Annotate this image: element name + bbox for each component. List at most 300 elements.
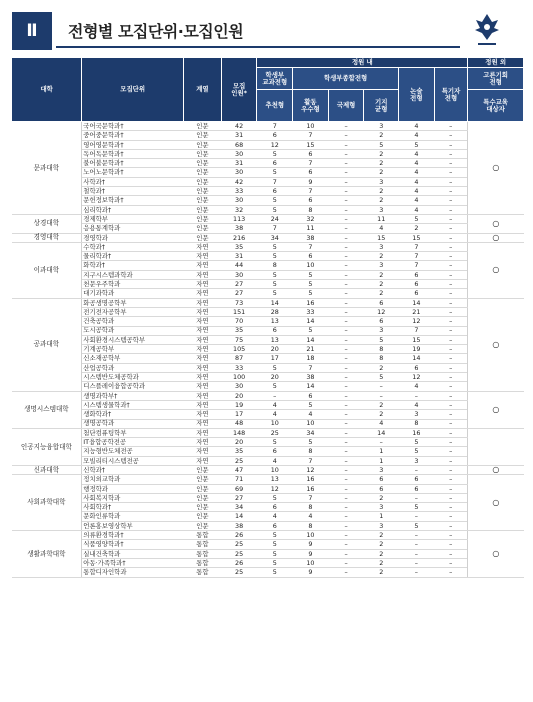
value-cell: – [434,568,468,577]
value-cell: 21 [399,307,435,316]
unit-cell: 영어영문학과† [82,140,184,149]
value-cell: 33 [293,307,329,316]
unit-cell: 화학과† [82,261,184,270]
value-cell: 4 [399,196,435,205]
value-cell: – [328,149,364,158]
unit-cell: 정치외교학과 [82,475,184,484]
value-cell: 자연 [184,373,222,382]
value-cell: – [434,149,468,158]
unit-cell: 사회복지학과 [82,493,184,502]
value-cell: – [434,214,468,223]
value-cell: 5 [257,531,293,540]
value-cell: 24 [257,214,293,223]
value-cell: 6 [399,270,435,279]
value-cell: 4 [293,512,329,521]
unit-cell: 생명과학부† [82,391,184,400]
value-cell: 30 [221,270,257,279]
value-cell: 8 [293,521,329,530]
value-cell: 14 [293,335,329,344]
value-cell: – [328,187,364,196]
table-row [12,317,524,326]
value-cell: 6 [293,168,329,177]
value-cell: – [328,540,364,549]
value-cell: 148 [221,428,257,437]
value-cell: 8 [364,345,399,354]
table-row [12,465,524,474]
value-cell: 7 [399,252,435,261]
value-cell: – [434,558,468,567]
value-cell: 20 [221,391,257,400]
value-cell: 18 [293,354,329,363]
value-cell: 2 [364,149,399,158]
value-cell: 4 [399,382,435,391]
unit-cell: 노어노문학과† [82,168,184,177]
value-cell: – [434,354,468,363]
value-cell: 16 [293,475,329,484]
value-cell: 10 [293,419,329,428]
college-cell: 인공지능융합대학 [12,428,82,465]
value-cell: 6 [257,131,293,140]
value-cell: 33 [221,363,257,372]
value-cell: 6 [293,149,329,158]
value-cell: 자연 [184,252,222,261]
unit-cell: 식품영양학과† [82,540,184,549]
table-row [12,159,524,168]
value-cell: 7 [257,177,293,186]
unit-cell: 수학과† [82,242,184,251]
value-cell: 인문 [184,140,222,149]
value-cell: – [434,187,468,196]
value-cell: 26 [221,558,257,567]
header-special-ed: 특수교육 대상자 [468,90,524,122]
header-student-record: 학생부 교과전형 [257,68,293,90]
value-cell: 2 [364,159,399,168]
out-quota-mark: ○ [468,465,524,474]
table-row [12,345,524,354]
value-cell: 30 [221,196,257,205]
value-cell: – [328,419,364,428]
value-cell: – [434,400,468,409]
value-cell: – [434,465,468,474]
value-cell: 42 [221,122,257,131]
value-cell: 31 [221,252,257,261]
value-cell: 70 [221,317,257,326]
value-cell: 38 [293,373,329,382]
table-row [12,289,524,298]
value-cell: – [434,270,468,279]
value-cell: 2 [364,493,399,502]
value-cell: – [328,493,364,502]
value-cell: 2 [364,168,399,177]
value-cell: 7 [293,242,329,251]
value-cell: 5 [364,140,399,149]
value-cell: 인문 [184,224,222,233]
value-cell: 14 [221,512,257,521]
value-cell: 인문 [184,122,222,131]
value-cell: 27 [221,280,257,289]
value-cell: 인문 [184,159,222,168]
value-cell: 3 [399,410,435,419]
value-cell: 6 [293,252,329,261]
value-cell: 16 [399,428,435,437]
value-cell: – [434,140,468,149]
value-cell: 5 [293,326,329,335]
value-cell: 자연 [184,391,222,400]
table-body [12,122,524,578]
value-cell: 42 [221,177,257,186]
value-cell: 자연 [184,410,222,419]
value-cell: – [364,438,399,447]
value-cell: – [328,512,364,521]
unit-cell: 모빌리티시스템전공 [82,456,184,465]
header-jisang: 기지 균형 [364,90,399,122]
value-cell: – [434,549,468,558]
unit-cell: 물리학과† [82,252,184,261]
unit-cell: 전기전자공학부 [82,307,184,316]
value-cell: – [328,484,364,493]
value-cell: – [328,307,364,316]
value-cell: 7 [293,363,329,372]
value-cell: 자연 [184,326,222,335]
table-row [12,521,524,530]
value-cell: – [434,159,468,168]
value-cell: 통합 [184,568,222,577]
value-cell: 5 [257,270,293,279]
unit-cell: 철학과† [82,187,184,196]
page-header [10,10,530,52]
value-cell: 자연 [184,242,222,251]
table-row [12,196,524,205]
unit-cell: 첨단컴퓨팅학부 [82,428,184,437]
value-cell: – [328,270,364,279]
value-cell: – [328,521,364,530]
table-row [12,149,524,158]
value-cell: 2 [364,410,399,419]
value-cell: – [328,214,364,223]
value-cell: 인문 [184,131,222,140]
table-row [12,568,524,577]
unit-cell: 도시공학과 [82,326,184,335]
value-cell: 1 [364,456,399,465]
table-row [12,205,524,214]
value-cell: 8 [399,419,435,428]
value-cell: 5 [257,252,293,261]
out-quota-mark: ○ [468,122,524,215]
value-cell: 20 [257,345,293,354]
header-total: 모집 인원* [221,58,257,122]
value-cell: 5 [399,214,435,223]
value-cell: 4 [364,224,399,233]
value-cell: – [328,475,364,484]
college-cell: 생활과학대학 [12,531,82,577]
value-cell: 216 [221,233,257,242]
value-cell: 7 [293,131,329,140]
value-cell: – [434,382,468,391]
unit-cell: 천문우주학과 [82,280,184,289]
value-cell: 12 [293,465,329,474]
value-cell: 6 [399,475,435,484]
value-cell: 5 [399,140,435,149]
value-cell: 6 [399,280,435,289]
value-cell: 14 [399,354,435,363]
value-cell: 2 [364,363,399,372]
value-cell: 인문 [184,512,222,521]
value-cell: 6 [399,484,435,493]
value-cell: 6 [399,363,435,372]
out-quota-mark: ○ [468,233,524,242]
value-cell: 자연 [184,261,222,270]
value-cell: 11 [293,224,329,233]
value-cell: – [434,419,468,428]
value-cell: 4 [293,410,329,419]
value-cell: 8 [293,447,329,456]
value-cell: 2 [364,558,399,567]
value-cell: 15 [364,233,399,242]
table-row [12,531,524,540]
table-row [12,400,524,409]
unit-cell: 의류환경학과† [82,531,184,540]
value-cell: – [434,512,468,521]
value-cell: 8 [364,354,399,363]
header-in-quota: 정원 내 [257,58,468,68]
value-cell: 5 [399,521,435,530]
value-cell: 151 [221,307,257,316]
value-cell: – [434,252,468,261]
value-cell: 1 [364,447,399,456]
value-cell: 인문 [184,205,222,214]
value-cell: 20 [257,373,293,382]
value-cell: 14 [293,382,329,391]
value-cell: 5 [257,568,293,577]
value-cell: 2 [364,187,399,196]
unit-cell: 시스템반도체공학과 [82,373,184,382]
value-cell: 48 [221,419,257,428]
value-cell: 25 [257,428,293,437]
value-cell: 12 [257,140,293,149]
value-cell: 15 [399,233,435,242]
value-cell: 3 [364,205,399,214]
value-cell: 4 [399,168,435,177]
unit-cell: 통합디자인학과 [82,568,184,577]
value-cell: 6 [399,289,435,298]
value-cell: – [364,382,399,391]
value-cell: 5 [257,363,293,372]
out-quota-mark: ○ [468,298,524,391]
value-cell: 통합 [184,540,222,549]
value-cell: – [328,363,364,372]
table-row [12,540,524,549]
value-cell: 5 [293,400,329,409]
value-cell: 14 [257,298,293,307]
college-cell: 공과대학 [12,298,82,391]
value-cell: 자연 [184,345,222,354]
value-cell: 6 [257,521,293,530]
value-cell: – [434,280,468,289]
value-cell: – [328,438,364,447]
table-row [12,382,524,391]
value-cell: 6 [364,484,399,493]
value-cell: 3 [364,326,399,335]
table-row [12,261,524,270]
value-cell: – [328,391,364,400]
value-cell: – [328,447,364,456]
value-cell: – [434,531,468,540]
unit-cell: 언론홍보영상학부 [82,521,184,530]
value-cell: 2 [364,549,399,558]
value-cell: 인문 [184,196,222,205]
unit-cell: 디스플레이융합공학과 [82,382,184,391]
value-cell: 4 [399,177,435,186]
value-cell: – [328,400,364,409]
table-row [12,326,524,335]
value-cell: – [434,233,468,242]
value-cell: 6 [364,298,399,307]
unit-cell: IT융합공학전공 [82,438,184,447]
value-cell: 5 [364,373,399,382]
value-cell: – [434,428,468,437]
value-cell: 통합 [184,531,222,540]
value-cell: 6 [257,503,293,512]
table-row [12,140,524,149]
college-cell: 문과대학 [12,122,82,215]
value-cell: 5 [257,438,293,447]
value-cell: 7 [399,242,435,251]
value-cell: – [434,410,468,419]
value-cell: – [434,168,468,177]
value-cell: 34 [221,503,257,512]
unit-cell: 불어불문학과† [82,159,184,168]
value-cell: 2 [364,280,399,289]
value-cell: 13 [257,475,293,484]
value-cell: 5 [257,242,293,251]
value-cell: 3 [399,456,435,465]
value-cell: 자연 [184,447,222,456]
value-cell: 7 [257,122,293,131]
value-cell: – [257,391,293,400]
value-cell: 인문 [184,187,222,196]
value-cell: 38 [221,521,257,530]
value-cell: – [434,205,468,214]
value-cell: – [328,568,364,577]
value-cell: – [399,558,435,567]
value-cell: 3 [364,122,399,131]
table-row [12,419,524,428]
value-cell: 32 [293,214,329,223]
value-cell: 9 [293,177,329,186]
value-cell: 19 [221,400,257,409]
value-cell: 자연 [184,428,222,437]
out-quota-mark: ○ [468,214,524,233]
value-cell: 33 [221,187,257,196]
table-row [12,335,524,344]
value-cell: 2 [364,131,399,140]
value-cell: 6 [364,475,399,484]
value-cell: 34 [293,428,329,437]
value-cell: 자연 [184,354,222,363]
value-cell: 14 [364,428,399,437]
value-cell: 2 [399,224,435,233]
table-row [12,558,524,567]
value-cell: 105 [221,345,257,354]
value-cell: – [328,131,364,140]
unit-cell: 신학과† [82,465,184,474]
value-cell: 31 [221,131,257,140]
value-cell: – [434,131,468,140]
value-cell: 자연 [184,363,222,372]
value-cell: 인문 [184,493,222,502]
value-cell: 113 [221,214,257,223]
value-cell: – [434,289,468,298]
value-cell: 32 [221,205,257,214]
value-cell: 12 [364,307,399,316]
value-cell: 자연 [184,400,222,409]
value-cell: – [328,242,364,251]
value-cell: 5 [293,270,329,279]
value-cell: 31 [221,159,257,168]
unit-cell: 생화학과† [82,410,184,419]
value-cell: – [434,242,468,251]
value-cell: – [434,447,468,456]
unit-cell: 지능형반도체전공 [82,447,184,456]
value-cell: 2 [364,289,399,298]
value-cell: 28 [257,307,293,316]
header-recommend: 추천형 [257,90,293,122]
value-cell: 4 [399,205,435,214]
value-cell: 통합 [184,549,222,558]
value-cell: 9 [293,549,329,558]
table-row [12,447,524,456]
value-cell: 인문 [184,233,222,242]
value-cell: 25 [221,456,257,465]
table-row [12,503,524,512]
table-row [12,549,524,558]
value-cell: 자연 [184,270,222,279]
table-row [12,456,524,465]
value-cell: 자연 [184,280,222,289]
value-cell: 5 [257,540,293,549]
value-cell: 47 [221,465,257,474]
value-cell: 25 [221,568,257,577]
value-cell: 87 [221,354,257,363]
value-cell: 5 [399,438,435,447]
table-row [12,252,524,261]
value-cell: – [328,465,364,474]
table-row [12,428,524,437]
value-cell: – [328,428,364,437]
value-cell: 10 [257,465,293,474]
unit-cell: 사회학과† [82,503,184,512]
value-cell: – [434,177,468,186]
value-cell: 3 [364,242,399,251]
unit-cell: 사학과† [82,177,184,186]
value-cell: – [328,177,364,186]
value-cell: – [328,345,364,354]
value-cell: – [328,233,364,242]
value-cell: 30 [221,382,257,391]
unit-cell: 경영학과 [82,233,184,242]
table-row [12,475,524,484]
value-cell: – [434,307,468,316]
value-cell: 75 [221,335,257,344]
value-cell: – [434,261,468,270]
table-row [12,373,524,382]
value-cell: 30 [221,168,257,177]
value-cell: – [399,391,435,400]
value-cell: 6 [257,326,293,335]
header-unit: 모집단위 [82,58,184,122]
value-cell: 2 [364,270,399,279]
out-quota-mark: ○ [468,391,524,428]
